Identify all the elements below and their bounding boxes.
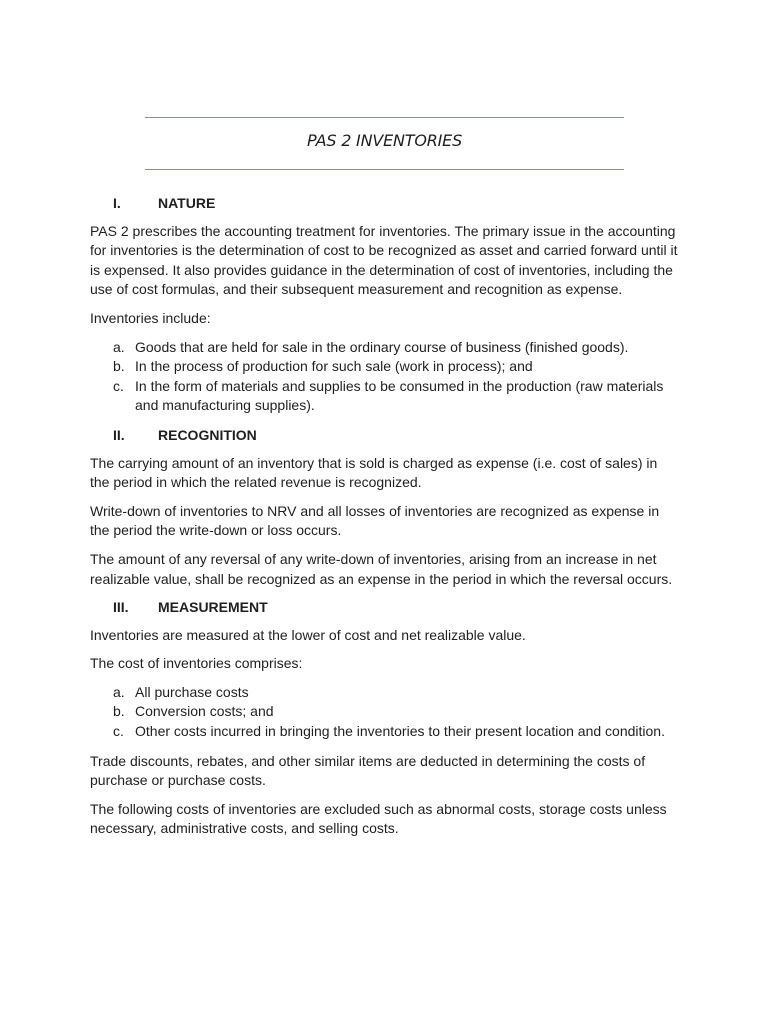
document-body: [90, 194, 680, 848]
section-heading-recognition: [90, 426, 680, 446]
paragraph: Trade discounts, rebates, and other similar items are deducted in determining the costs of purchase or purchase costs.: [90, 752, 646, 789]
list-item-text: All purchase costs: [135, 683, 249, 700]
inventories-include-list: [90, 338, 680, 416]
list-item-text: In the form of materials and supplies to be consumed in the production (raw materials and manufacturing supplies).: [135, 377, 664, 414]
section-title: MEASUREMENT: [158, 599, 268, 616]
list-marker: a.: [113, 683, 125, 700]
paragraph: Write-down of inventories to NRV and all losses of inventories are recognized as expense in the period the write-down or loss occurs.: [90, 502, 660, 539]
paragraph: The cost of inventories comprises:: [90, 655, 303, 672]
list-marker: c.: [113, 377, 124, 394]
paragraph: Inventories include:: [90, 309, 211, 326]
list-item-text: Other costs incurred in bringing the inventories to their present location and condition.: [135, 723, 665, 740]
title-top-rule: [145, 117, 624, 118]
list-item-text: In the process of production for such sale (work in process); and: [135, 358, 533, 375]
paragraph: PAS 2 prescribes the accounting treatment for inventories. The primary issue in the accounting for inventories is the determination of cost to be recognized as asset and carried forward until it is expensed. It also provides guidance in the determination of cost of inventories, including the use of cost formulas, and their subsequent measurement and recognition as expense.: [90, 222, 678, 298]
list-marker: c.: [113, 723, 124, 740]
paragraph: Inventories are measured at the lower of cost and net realizable value.: [90, 626, 526, 643]
section-heading-measurement: [90, 598, 680, 618]
list-item: [90, 722, 680, 742]
section-heading-nature: [90, 194, 680, 214]
title-bottom-rule: [145, 169, 624, 170]
section-number: II.: [113, 426, 125, 443]
section-number: III.: [113, 599, 129, 616]
paragraph: The following costs of inventories are excluded such as abnormal costs, storage costs unless necessary, administrative costs, and selling costs.: [90, 800, 667, 837]
list-item-text: Conversion costs; and: [135, 703, 274, 720]
list-item: [90, 377, 680, 416]
list-item: [90, 683, 680, 703]
cost-components-list: [90, 683, 680, 742]
list-item: [90, 357, 680, 377]
list-item-text: Goods that are held for sale in the ordinary course of business (finished goods).: [135, 338, 629, 355]
list-item: [90, 338, 680, 358]
list-item: [90, 702, 680, 722]
section-title: NATURE: [158, 195, 216, 211]
section-number: I.: [113, 195, 121, 211]
list-marker: a.: [113, 338, 125, 355]
paragraph: The amount of any reversal of any write-down of inventories, arising from an increase in net realizable value, shall be recognized as an expense in the period in which the reversal occurs.: [90, 550, 673, 587]
list-marker: b.: [113, 703, 125, 720]
paragraph: The carrying amount of an inventory that is sold is charged as expense (i.e. cost of sales) in the period in which the related revenue is recognized.: [90, 454, 658, 491]
section-title: RECOGNITION: [158, 426, 257, 443]
document-title: PAS 2 INVENTORIES: [306, 131, 463, 150]
list-marker: b.: [113, 358, 125, 375]
